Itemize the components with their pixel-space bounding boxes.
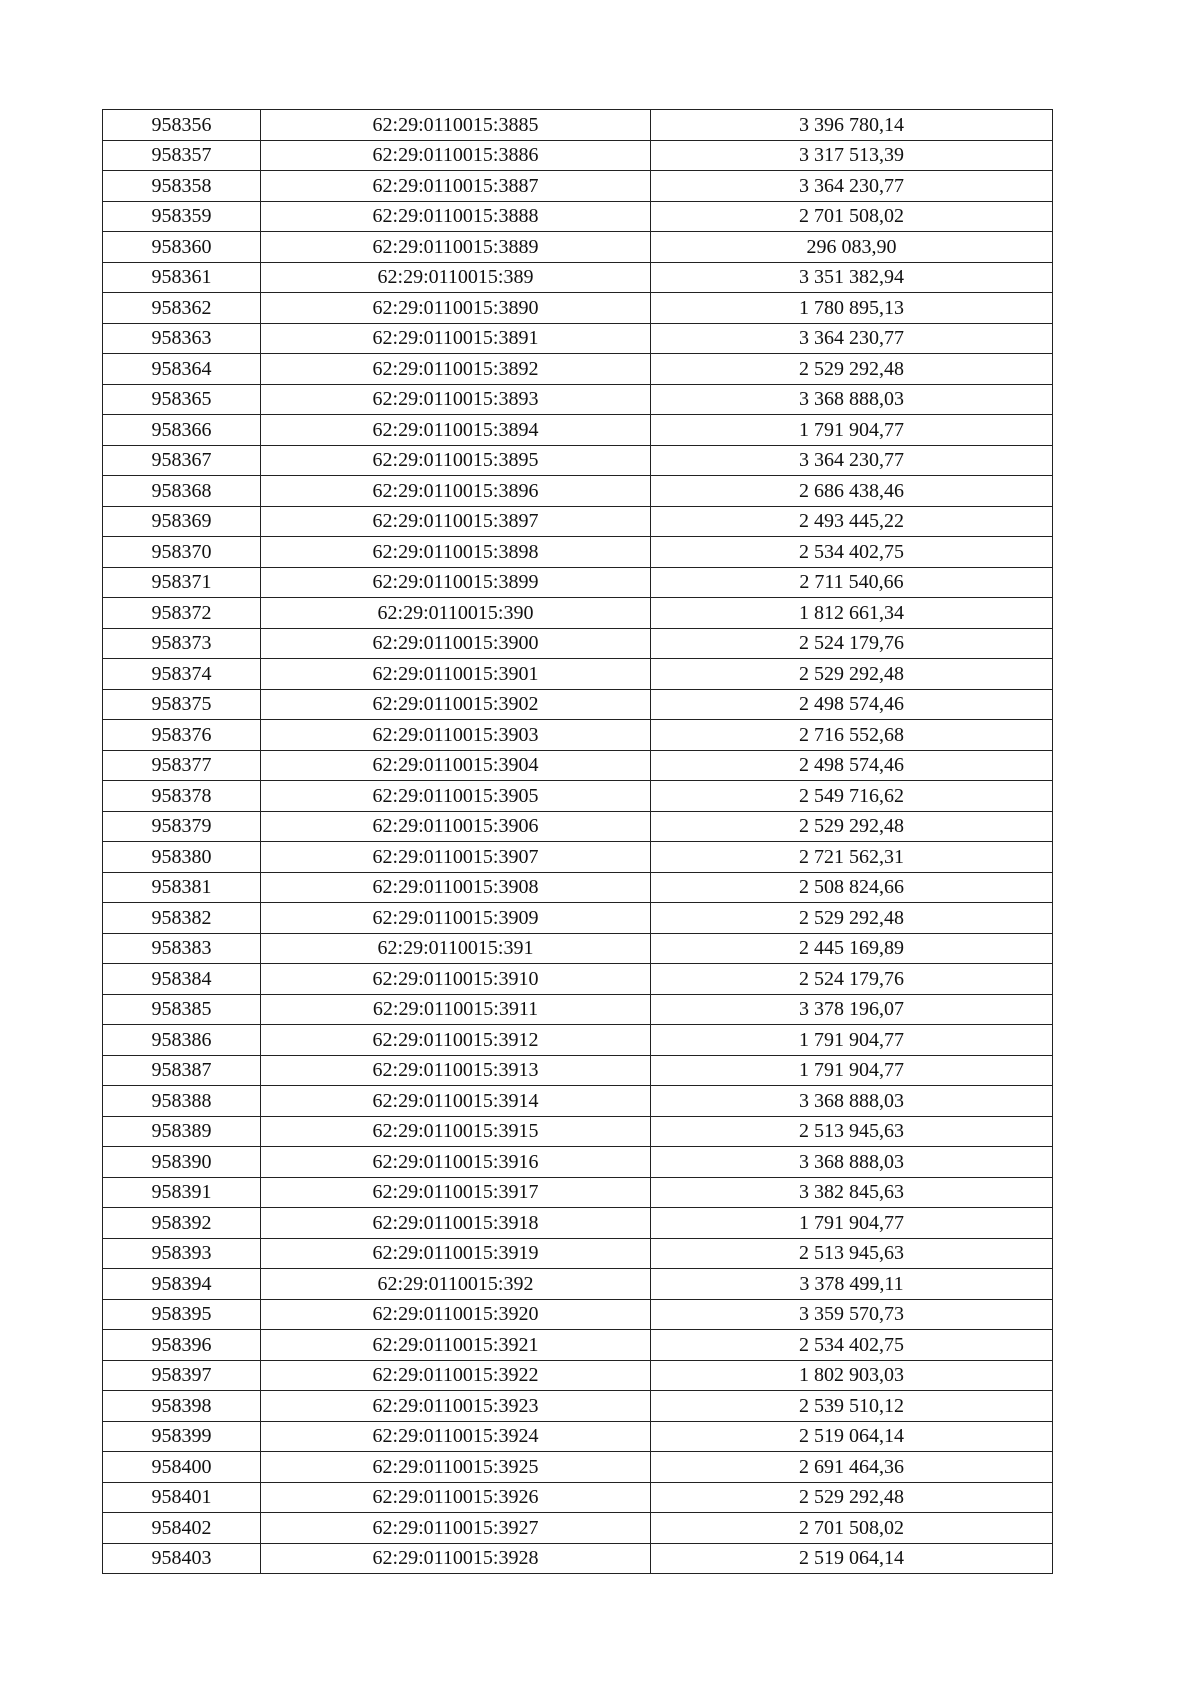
row-number-cell: 958386	[103, 1025, 261, 1056]
value-cell: 3 364 230,77	[651, 323, 1053, 354]
value-cell: 2 498 574,46	[651, 689, 1053, 720]
value-cell: 2 508 824,66	[651, 872, 1053, 903]
table-row	[103, 1513, 1053, 1544]
table-row	[103, 537, 1053, 568]
row-number-cell: 958376	[103, 720, 261, 751]
row-number-cell: 958369	[103, 506, 261, 537]
table-row	[103, 567, 1053, 598]
row-number-cell: 958398	[103, 1391, 261, 1422]
table-row	[103, 689, 1053, 720]
cadastral-number-cell: 62:29:0110015:3918	[261, 1208, 651, 1239]
cadastral-number-cell: 62:29:0110015:3899	[261, 567, 651, 598]
value-cell: 3 382 845,63	[651, 1177, 1053, 1208]
cadastral-number-cell: 62:29:0110015:3891	[261, 323, 651, 354]
cadastral-number-cell: 62:29:0110015:3919	[261, 1238, 651, 1269]
value-cell: 3 359 570,73	[651, 1299, 1053, 1330]
cadastral-number-cell: 62:29:0110015:3898	[261, 537, 651, 568]
table-row	[103, 1086, 1053, 1117]
cadastral-number-cell: 62:29:0110015:3905	[261, 781, 651, 812]
table-row	[103, 506, 1053, 537]
table-row	[103, 872, 1053, 903]
row-number-cell: 958370	[103, 537, 261, 568]
table-row	[103, 1482, 1053, 1513]
table-row	[103, 964, 1053, 995]
value-cell: 2 701 508,02	[651, 201, 1053, 232]
value-cell: 2 721 562,31	[651, 842, 1053, 873]
table-row	[103, 445, 1053, 476]
cadastral-number-cell: 62:29:0110015:3908	[261, 872, 651, 903]
row-number-cell: 958365	[103, 384, 261, 415]
cadastral-number-cell: 62:29:0110015:3895	[261, 445, 651, 476]
value-cell: 2 549 716,62	[651, 781, 1053, 812]
cadastral-number-cell: 62:29:0110015:3901	[261, 659, 651, 690]
value-cell: 3 351 382,94	[651, 262, 1053, 293]
value-cell: 2 524 179,76	[651, 628, 1053, 659]
table-row	[103, 201, 1053, 232]
table-row	[103, 842, 1053, 873]
value-cell: 2 529 292,48	[651, 811, 1053, 842]
cadastral-number-cell: 62:29:0110015:3916	[261, 1147, 651, 1178]
value-cell: 2 534 402,75	[651, 1330, 1053, 1361]
value-cell: 2 534 402,75	[651, 537, 1053, 568]
row-number-cell: 958361	[103, 262, 261, 293]
row-number-cell: 958363	[103, 323, 261, 354]
value-cell: 2 519 064,14	[651, 1543, 1053, 1574]
cadastral-number-cell: 62:29:0110015:3909	[261, 903, 651, 934]
value-cell: 1 780 895,13	[651, 293, 1053, 324]
cadastral-number-cell: 62:29:0110015:3910	[261, 964, 651, 995]
row-number-cell: 958385	[103, 994, 261, 1025]
cadastral-number-cell: 62:29:0110015:3903	[261, 720, 651, 751]
value-cell: 3 396 780,14	[651, 110, 1053, 141]
value-cell: 2 529 292,48	[651, 1482, 1053, 1513]
cadastral-number-cell: 62:29:0110015:3894	[261, 415, 651, 446]
row-number-cell: 958401	[103, 1482, 261, 1513]
table-row	[103, 415, 1053, 446]
row-number-cell: 958384	[103, 964, 261, 995]
cadastral-number-cell: 62:29:0110015:390	[261, 598, 651, 629]
table-row	[103, 1299, 1053, 1330]
data-table	[102, 109, 1053, 1574]
value-cell: 296 083,90	[651, 232, 1053, 263]
table-row	[103, 384, 1053, 415]
cadastral-number-cell: 62:29:0110015:3924	[261, 1421, 651, 1452]
cadastral-number-cell: 62:29:0110015:3912	[261, 1025, 651, 1056]
value-cell: 2 716 552,68	[651, 720, 1053, 751]
row-number-cell: 958379	[103, 811, 261, 842]
cadastral-number-cell: 62:29:0110015:3893	[261, 384, 651, 415]
cadastral-number-cell: 62:29:0110015:3896	[261, 476, 651, 507]
value-cell: 3 368 888,03	[651, 1086, 1053, 1117]
table-row	[103, 781, 1053, 812]
cadastral-number-cell: 62:29:0110015:3897	[261, 506, 651, 537]
table-row	[103, 262, 1053, 293]
cadastral-number-cell: 62:29:0110015:3892	[261, 354, 651, 385]
row-number-cell: 958378	[103, 781, 261, 812]
cadastral-number-cell: 62:29:0110015:3913	[261, 1055, 651, 1086]
value-cell: 2 691 464,36	[651, 1452, 1053, 1483]
row-number-cell: 958374	[103, 659, 261, 690]
table-row	[103, 720, 1053, 751]
table-row	[103, 140, 1053, 171]
value-cell: 1 802 903,03	[651, 1360, 1053, 1391]
table-row	[103, 1543, 1053, 1574]
row-number-cell: 958388	[103, 1086, 261, 1117]
table-row	[103, 598, 1053, 629]
table-row	[103, 903, 1053, 934]
row-number-cell: 958400	[103, 1452, 261, 1483]
row-number-cell: 958389	[103, 1116, 261, 1147]
table-row	[103, 1025, 1053, 1056]
value-cell: 2 498 574,46	[651, 750, 1053, 781]
cadastral-number-cell: 62:29:0110015:3911	[261, 994, 651, 1025]
cadastral-number-cell: 62:29:0110015:3904	[261, 750, 651, 781]
value-cell: 3 364 230,77	[651, 171, 1053, 202]
value-cell: 2 524 179,76	[651, 964, 1053, 995]
row-number-cell: 958357	[103, 140, 261, 171]
value-cell: 2 445 169,89	[651, 933, 1053, 964]
row-number-cell: 958387	[103, 1055, 261, 1086]
table-row	[103, 1238, 1053, 1269]
row-number-cell: 958358	[103, 171, 261, 202]
table-row	[103, 1116, 1053, 1147]
value-cell: 2 529 292,48	[651, 659, 1053, 690]
row-number-cell: 958393	[103, 1238, 261, 1269]
table-row	[103, 750, 1053, 781]
cadastral-number-cell: 62:29:0110015:3889	[261, 232, 651, 263]
cadastral-number-cell: 62:29:0110015:3886	[261, 140, 651, 171]
row-number-cell: 958403	[103, 1543, 261, 1574]
table-row	[103, 1421, 1053, 1452]
cadastral-number-cell: 62:29:0110015:3888	[261, 201, 651, 232]
value-cell: 3 368 888,03	[651, 1147, 1053, 1178]
row-number-cell: 958391	[103, 1177, 261, 1208]
table-row	[103, 811, 1053, 842]
table-row	[103, 110, 1053, 141]
cadastral-number-cell: 62:29:0110015:3900	[261, 628, 651, 659]
row-number-cell: 958377	[103, 750, 261, 781]
value-cell: 2 711 540,66	[651, 567, 1053, 598]
row-number-cell: 958375	[103, 689, 261, 720]
row-number-cell: 958390	[103, 1147, 261, 1178]
cadastral-number-cell: 62:29:0110015:392	[261, 1269, 651, 1300]
row-number-cell: 958356	[103, 110, 261, 141]
row-number-cell: 958383	[103, 933, 261, 964]
cadastral-number-cell: 62:29:0110015:389	[261, 262, 651, 293]
value-cell: 3 378 196,07	[651, 994, 1053, 1025]
row-number-cell: 958396	[103, 1330, 261, 1361]
value-cell: 1 791 904,77	[651, 415, 1053, 446]
cadastral-number-cell: 62:29:0110015:3923	[261, 1391, 651, 1422]
row-number-cell: 958372	[103, 598, 261, 629]
cadastral-number-cell: 62:29:0110015:3920	[261, 1299, 651, 1330]
cadastral-number-cell: 62:29:0110015:3906	[261, 811, 651, 842]
value-cell: 3 378 499,11	[651, 1269, 1053, 1300]
cadastral-number-cell: 62:29:0110015:3926	[261, 1482, 651, 1513]
value-cell: 2 513 945,63	[651, 1116, 1053, 1147]
row-number-cell: 958380	[103, 842, 261, 873]
cadastral-number-cell: 62:29:0110015:391	[261, 933, 651, 964]
table-row	[103, 1391, 1053, 1422]
table-row	[103, 171, 1053, 202]
cadastral-number-cell: 62:29:0110015:3915	[261, 1116, 651, 1147]
cadastral-number-cell: 62:29:0110015:3914	[261, 1086, 651, 1117]
value-cell: 3 364 230,77	[651, 445, 1053, 476]
row-number-cell: 958392	[103, 1208, 261, 1239]
value-cell: 3 317 513,39	[651, 140, 1053, 171]
row-number-cell: 958395	[103, 1299, 261, 1330]
table-row	[103, 1177, 1053, 1208]
row-number-cell: 958381	[103, 872, 261, 903]
row-number-cell: 958362	[103, 293, 261, 324]
value-cell: 2 686 438,46	[651, 476, 1053, 507]
table-row	[103, 1452, 1053, 1483]
row-number-cell: 958394	[103, 1269, 261, 1300]
value-cell: 1 791 904,77	[651, 1208, 1053, 1239]
table-row	[103, 232, 1053, 263]
row-number-cell: 958373	[103, 628, 261, 659]
value-cell: 2 519 064,14	[651, 1421, 1053, 1452]
value-cell: 2 539 510,12	[651, 1391, 1053, 1422]
table-row	[103, 354, 1053, 385]
table-row	[103, 1055, 1053, 1086]
row-number-cell: 958364	[103, 354, 261, 385]
row-number-cell: 958367	[103, 445, 261, 476]
value-cell: 1 812 661,34	[651, 598, 1053, 629]
cadastral-number-cell: 62:29:0110015:3907	[261, 842, 651, 873]
cadastral-number-cell: 62:29:0110015:3887	[261, 171, 651, 202]
table-row	[103, 1208, 1053, 1239]
cadastral-number-cell: 62:29:0110015:3921	[261, 1330, 651, 1361]
cadastral-number-cell: 62:29:0110015:3925	[261, 1452, 651, 1483]
row-number-cell: 958397	[103, 1360, 261, 1391]
table-row	[103, 323, 1053, 354]
cadastral-number-cell: 62:29:0110015:3917	[261, 1177, 651, 1208]
table-row	[103, 994, 1053, 1025]
table-row	[103, 1330, 1053, 1361]
value-cell: 1 791 904,77	[651, 1055, 1053, 1086]
row-number-cell: 958359	[103, 201, 261, 232]
cadastral-number-cell: 62:29:0110015:3890	[261, 293, 651, 324]
value-cell: 2 493 445,22	[651, 506, 1053, 537]
value-cell: 2 513 945,63	[651, 1238, 1053, 1269]
cadastral-number-cell: 62:29:0110015:3922	[261, 1360, 651, 1391]
value-cell: 2 529 292,48	[651, 903, 1053, 934]
row-number-cell: 958360	[103, 232, 261, 263]
row-number-cell: 958399	[103, 1421, 261, 1452]
value-cell: 2 529 292,48	[651, 354, 1053, 385]
value-cell: 1 791 904,77	[651, 1025, 1053, 1056]
row-number-cell: 958366	[103, 415, 261, 446]
cadastral-number-cell: 62:29:0110015:3928	[261, 1543, 651, 1574]
table-row	[103, 293, 1053, 324]
row-number-cell: 958382	[103, 903, 261, 934]
table-row	[103, 628, 1053, 659]
value-cell: 2 701 508,02	[651, 1513, 1053, 1544]
cadastral-number-cell: 62:29:0110015:3885	[261, 110, 651, 141]
cadastral-number-cell: 62:29:0110015:3927	[261, 1513, 651, 1544]
table-body	[103, 110, 1053, 1574]
table-row	[103, 476, 1053, 507]
row-number-cell: 958371	[103, 567, 261, 598]
table-row	[103, 1269, 1053, 1300]
table-row	[103, 1147, 1053, 1178]
value-cell: 3 368 888,03	[651, 384, 1053, 415]
row-number-cell: 958402	[103, 1513, 261, 1544]
table-row	[103, 659, 1053, 690]
table-row	[103, 933, 1053, 964]
table-row	[103, 1360, 1053, 1391]
cadastral-number-cell: 62:29:0110015:3902	[261, 689, 651, 720]
row-number-cell: 958368	[103, 476, 261, 507]
